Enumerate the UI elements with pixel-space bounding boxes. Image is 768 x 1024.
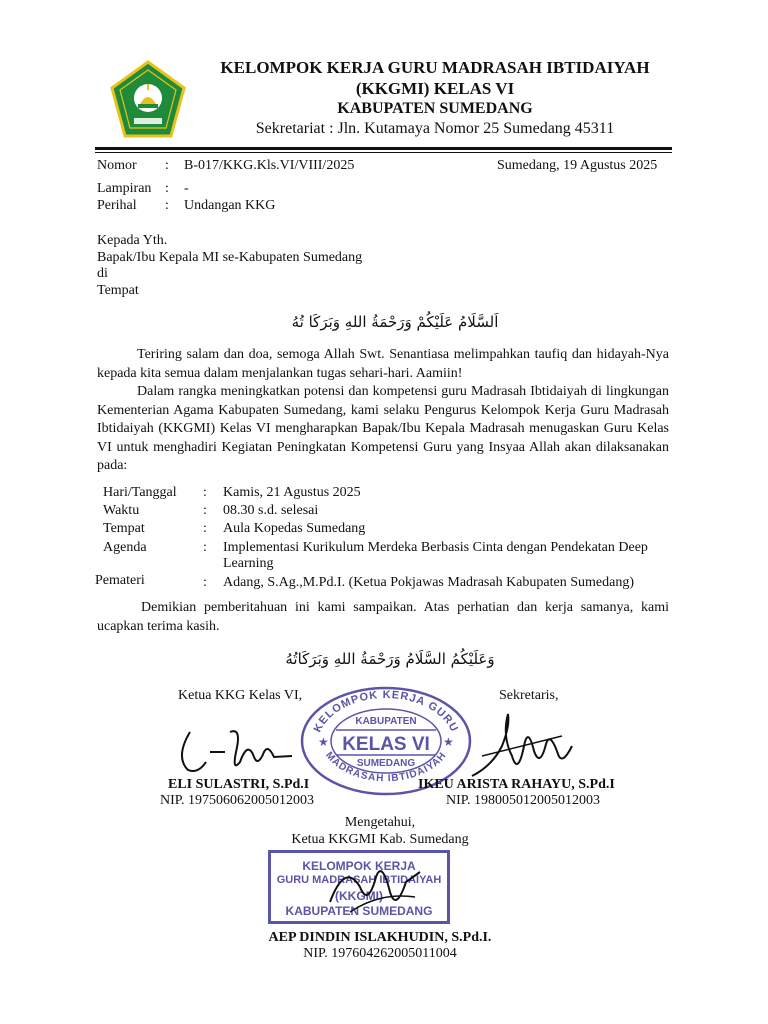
detail-label: Waktu xyxy=(103,503,140,518)
detail-value: Aula Kopedas Sumedang xyxy=(223,521,366,536)
nomor-label: Nomor xyxy=(97,158,137,173)
left-signer-nip: NIP. 197506062005012003 xyxy=(160,793,315,808)
stamp-arc-top: KELOMPOK KERJA GURU xyxy=(311,688,461,735)
detail-value: Kamis, 21 Agustus 2025 xyxy=(223,485,361,500)
center-signature-icon xyxy=(320,852,430,922)
detail-value: Implementasi Kurikulum Merdeka Berbasis Cinta dengan Pendekatan Deep xyxy=(223,540,648,555)
left-signer-name: ELI SULASTRI, S.Pd.I xyxy=(168,777,310,792)
kemenag-logo-icon xyxy=(108,60,188,140)
colon: : xyxy=(203,575,207,590)
svg-text:★: ★ xyxy=(443,735,454,749)
colon: : xyxy=(203,540,207,555)
stamp-arc-bottom: MADRASAH IBTIDAIYAH xyxy=(323,749,449,785)
header-line-1: KELOMPOK KERJA GURU MADRASAH IBTIDAIYAH xyxy=(220,58,650,77)
header-line-3: KABUPATEN SUMEDANG xyxy=(337,100,533,117)
colon: : xyxy=(203,503,207,518)
svg-text:KELOMPOK KERJA GURU xyxy=(312,689,461,734)
right-signer-nip: NIP. 198005012005012003 xyxy=(446,793,601,808)
nomor-value: B-017/KKG.Kls.VI/VIII/2025 xyxy=(184,158,355,173)
left-signer-title: Ketua KKG Kelas VI, xyxy=(178,688,303,703)
recipient-line-1: Kepada Yth. xyxy=(97,233,168,248)
body-paragraph-3: Demikian pemberitahuan ini kami sampaikan. Atas perhatian dan kerja samanya, kami ucapkan terima kasih. xyxy=(97,600,669,634)
header-rule-thick xyxy=(95,147,672,150)
right-signer-name: IKEU ARISTA RAHAYU, S.Pd.I xyxy=(418,777,615,792)
right-signature-icon xyxy=(462,706,582,786)
stamp-line-1: KABUPATEN xyxy=(355,716,417,727)
acknowledge-line-2: Ketua KKGMI Kab. Sumedang xyxy=(291,832,469,847)
recipient-line-2: Bapak/Ibu Kepala MI se-Kabupaten Sumedang xyxy=(97,250,363,265)
center-signer-name: AEP DINDIN ISLAKHUDIN, S.Pd.I. xyxy=(268,930,492,945)
right-signer-title: Sekretaris, xyxy=(499,688,559,703)
lampiran-label: Lampiran xyxy=(97,181,152,196)
colon: : xyxy=(203,521,207,536)
colon: : xyxy=(165,181,169,196)
perihal-label: Perihal xyxy=(97,198,137,213)
colon: : xyxy=(203,485,207,500)
lampiran-value: - xyxy=(184,181,189,196)
body-paragraph-2: Dalam rangka meningkatkan potensi dan kompetensi guru Madrasah Ibtidaiyah di lingkungan Kementerian Agama Kabupaten Sumedang, kami selaku Pengurus Kelompok Kerja Guru Madrasah Ibtidaiyah (KKGMI) Kelas VI mengharapkan Bapak/Ibu Kepala Madrasah menugaskan Guru Kelas VI untuk menghadiri Kegiatan Peningkatan Kompetensi Guru yang Insyaa Allah akan dilaksanakan pada: xyxy=(97,384,669,473)
center-signer-nip: NIP. 197604262005011004 xyxy=(303,946,457,961)
stamp-rect-line-4: KABUPATEN SUMEDANG xyxy=(285,904,433,918)
detail-label: Hari/Tanggal xyxy=(103,485,177,500)
detail-value-cont: Learning xyxy=(223,556,274,571)
greeting-arabic: اَلسَّلَامُ عَلَيْكُمْ وَرَحْمَةُ اللهِ وَبَرَكَا تُهُ xyxy=(291,313,499,331)
stamp-rect-line-2: GURU MADRASAH IBTIDAIYAH xyxy=(276,874,442,886)
recipient-line-3: di xyxy=(97,266,108,281)
detail-label: Agenda xyxy=(103,540,147,555)
stamp-rect-line-3: (KKGMI) xyxy=(335,889,383,903)
body-paragraph-1: Teriring salam dan doa, semoga Allah Swt. Senantiasa melimpahkan taufiq dan hidayah-Nya kepada kita semua dalam menjalankan tugas sehari-hari. Aamiin! xyxy=(97,347,669,381)
detail-value: 08.30 s.d. selesai xyxy=(223,503,319,518)
svg-text:★: ★ xyxy=(318,735,329,749)
stamp-line-3: SUMEDANG xyxy=(356,758,416,769)
perihal-value: Undangan KKG xyxy=(184,198,276,213)
stamp-line-2: KELAS VI xyxy=(342,734,430,755)
header-line-2: (KKGMI) KELAS VI xyxy=(355,79,515,98)
stamp-rect-line-1: KELOMPOK KERJA xyxy=(302,859,416,873)
closing-arabic: وَعَلَيْكُمُ السَّلَامُ وَرَحْمَةُ اللهِ وَبَرَكَاتُهُ xyxy=(285,650,495,668)
recipient-line-4: Tempat xyxy=(97,283,139,298)
colon: : xyxy=(165,198,169,213)
letter-date: Sumedang, 19 Agustus 2025 xyxy=(497,158,658,173)
detail-label: Tempat xyxy=(103,521,145,536)
acknowledge-line-1: Mengetahui, xyxy=(344,815,416,830)
detail-label: Pemateri xyxy=(95,573,145,588)
left-signature-icon xyxy=(170,712,300,782)
header-address: Sekretariat : Jln. Kutamaya Nomor 25 Sumedang 45311 xyxy=(255,120,615,137)
header-rule-thin xyxy=(95,152,672,153)
colon: : xyxy=(165,158,169,173)
detail-value: Adang, S.Ag.,M.Pd.I. (Ketua Pokjawas Madrasah Kabupaten Sumedang) xyxy=(223,575,634,590)
